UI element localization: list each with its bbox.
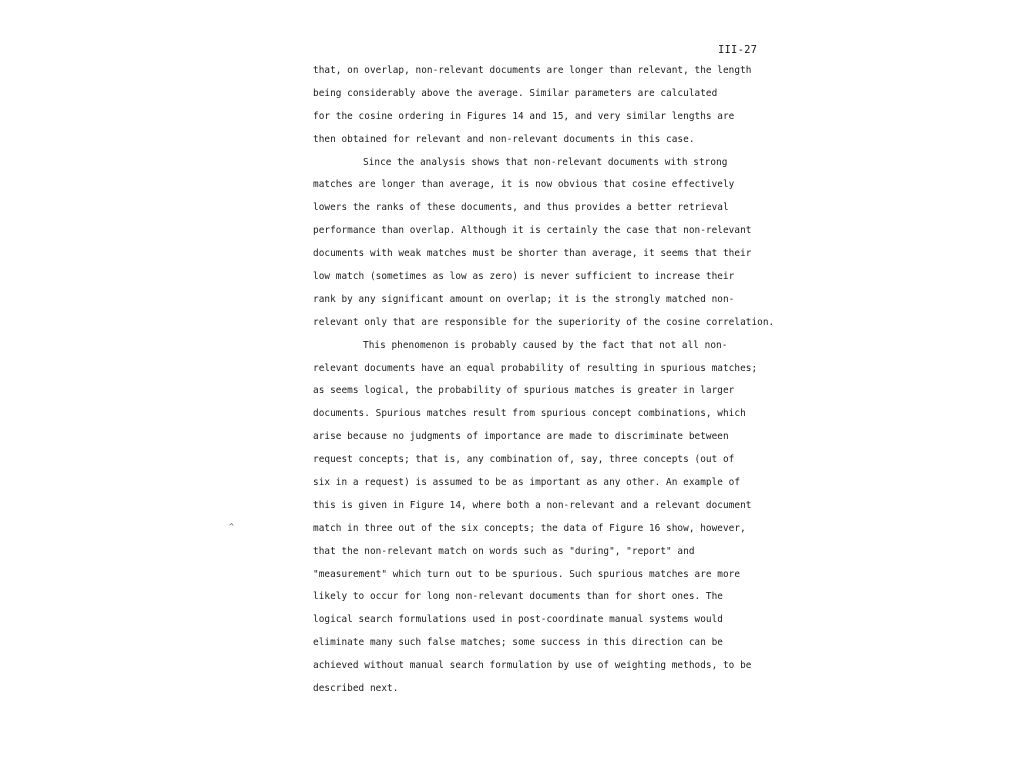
text-line: this is given in Figure 14, where both a non-relevant and a relevant document — [313, 499, 752, 511]
margin-mark: ^ — [229, 522, 234, 531]
text-line: documents. Spurious matches result from spurious concept combinations, which — [313, 408, 746, 420]
text-line: that, on overlap, non-relevant documents are longer than relevant, the length — [313, 65, 752, 76]
paragraph-first-line: Since the analysis shows that non-relevant documents with strong — [363, 156, 728, 168]
text-line: likely to occur for long non-relevant documents than for short ones. The — [313, 591, 723, 603]
text-line: then obtained for relevant and non-relevant documents in this case. — [313, 133, 695, 145]
text-line: rank by any significant amount on overlap; it is the strongly matched non- — [313, 293, 735, 305]
text-line: documents with weak matches must be shorter than average, it seems that their — [313, 248, 752, 260]
paragraph-first-line: This phenomenon is probably caused by the fact that not all non- — [363, 339, 728, 351]
text-line: for the cosine ordering in Figures 14 and 15, and very similar lengths are — [313, 110, 735, 122]
text-line: six in a request) is assumed to be as important as any other. An example of — [313, 477, 741, 489]
text-line: relevant only that are responsible for the superiority of the cosine correlation. — [313, 316, 775, 328]
text-line: being considerably above the average. Similar parameters are calculated — [313, 87, 718, 99]
text-line: that the non-relevant match on words such as "during", "report" and — [313, 545, 695, 557]
text-line: lowers the ranks of these documents, and thus provides a better retrieval — [313, 202, 729, 214]
text-line: as seems logical, the probability of spurious matches is greater in larger — [313, 385, 735, 397]
body-text — [313, 63, 775, 704]
text-line: request concepts; that is, any combination of, say, three concepts (out of — [313, 454, 735, 466]
text-line: logical search formulations used in post-coordinate manual systems would — [313, 614, 723, 626]
page-number: III-27 — [718, 44, 758, 56]
text-line: arise because no judgments of importance are made to discriminate between — [313, 431, 729, 443]
text-line: achieved without manual search formulation by use of weighting methods, to be — [313, 660, 752, 672]
text-line: performance than overlap. Although it is certainly the case that non-relevant — [313, 225, 752, 237]
text-line: eliminate many such false matches; some success in this direction can be — [313, 637, 723, 649]
text-line: match in three out of the six concepts; the data of Figure 16 show, however, — [313, 522, 746, 534]
text-line: described next. — [313, 683, 399, 695]
text-line: relevant documents have an equal probability of resulting in spurious matches; — [313, 362, 758, 374]
text-line: low match (sometimes as low as zero) is never sufficient to increase their — [313, 271, 735, 283]
text-line: matches are longer than average, it is now obvious that cosine effectively — [313, 179, 735, 191]
text-line: "measurement" which turn out to be spurious. Such spurious matches are more — [313, 568, 741, 580]
